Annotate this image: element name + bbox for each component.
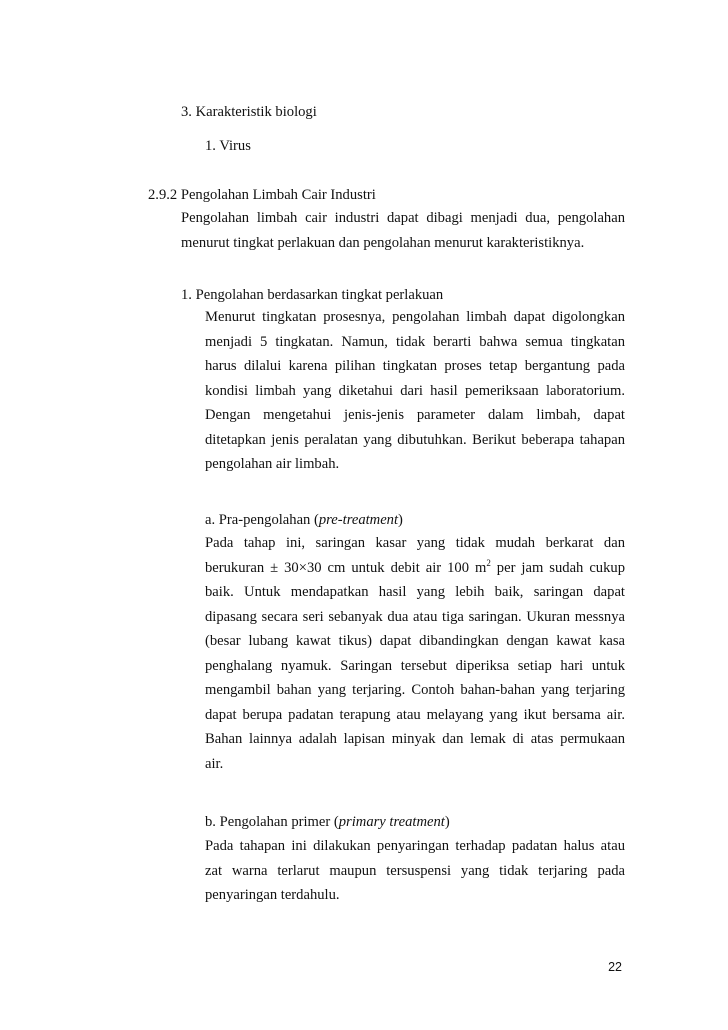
text-line: dapat berupa padatan terapung atau melayang yang ikut bersama air.	[205, 706, 625, 723]
text-line: mengambil bahan yang terjaring. Contoh bahan-bahan yang terjaring	[205, 682, 625, 698]
list-item-virus: 1. Virus	[205, 138, 251, 154]
heading-italic-term: primary treatment	[338, 814, 445, 830]
text-line: Bahan lainnya adalah lapisan minyak dan lemak di atas permukaan	[205, 731, 625, 747]
text-line-with-superscript	[205, 556, 625, 581]
subsection-heading-treatment-level: 1. Pengolahan berdasarkan tingkat perlakuan	[181, 287, 444, 303]
text-line: baik. Untuk mendapatkan hasil yang lebih baik, saringan dapat	[205, 584, 625, 600]
treatment-level-paragraph	[205, 305, 625, 477]
text-line: air.	[205, 755, 224, 772]
text-line: harus dilalui karena pilihan tingkatan proses tetap bergantung pada	[205, 358, 625, 374]
heading-text: )	[444, 814, 450, 830]
text-line: ditetapkan jenis peralatan yang dibutuhkan. Berikut beberapa tahapan	[205, 431, 625, 448]
item-primary-treatment-heading	[205, 810, 450, 835]
superscript: 2	[486, 557, 491, 568]
pre-treatment-paragraph	[205, 531, 625, 776]
text-line: Menurut tingkatan prosesnya, pengolahan limbah dapat digolongkan	[205, 309, 625, 325]
primary-treatment-paragraph	[205, 834, 625, 908]
heading-text: a. Pra-pengolahan (	[205, 512, 319, 528]
heading-text: b. Pengolahan primer (	[205, 814, 339, 830]
text-line: pengolahan air limbah.	[205, 456, 340, 472]
text-line: Pada tahapan ini dilakukan penyaringan terhadap padatan halus atau	[205, 838, 625, 854]
heading-italic-term: pre-treatment	[318, 512, 399, 528]
text-line: kondisi limbah yang diketahui dari hasil pemeriksaan laboratorium.	[205, 382, 625, 399]
text-fragment: per jam sudah cukup	[490, 559, 625, 576]
text-line: (besar lubang kawat tikus) dapat dibandingkan dengan kawat kasa	[205, 633, 625, 649]
text-line: menjadi 5 tingkatan. Namun, tidak berarti bahwa semua tingkatan	[205, 333, 625, 350]
text-line: penyaringan terdahulu.	[205, 887, 340, 903]
text-line: dipasang secara seri sebanyak dua atau tiga saringan. Ukuran messnya	[205, 608, 625, 625]
text-fragment: berukuran ± 30×30 cm untuk debit air 100 m	[205, 559, 487, 576]
list-item-biological-characteristics: 3. Karakteristik biologi	[181, 104, 317, 120]
text-line: Pada tahap ini, saringan kasar yang tidak mudah berkarat dan	[205, 535, 625, 551]
text-line: Pengolahan limbah cair industri dapat dibagi menjadi dua, pengolahan	[181, 210, 625, 226]
text-line: menurut tingkat perlakuan dan pengolahan menurut karakteristiknya.	[181, 234, 585, 251]
text-line: penghalang nyamuk. Saringan tersebut diperiksa setiap hari untuk	[205, 657, 625, 674]
intro-paragraph	[181, 206, 625, 255]
section-heading: 2.9.2 Pengolahan Limbah Cair Industri	[148, 187, 376, 203]
item-pre-treatment-heading	[205, 508, 403, 533]
text-line: zat warna terlarut maupun tersuspensi yang tidak terjaring pada	[205, 862, 625, 879]
page-number: 22	[608, 960, 622, 974]
text-line: Dengan mengetahui jenis-jenis parameter dalam limbah, dapat	[205, 407, 625, 423]
heading-text: )	[398, 512, 403, 528]
